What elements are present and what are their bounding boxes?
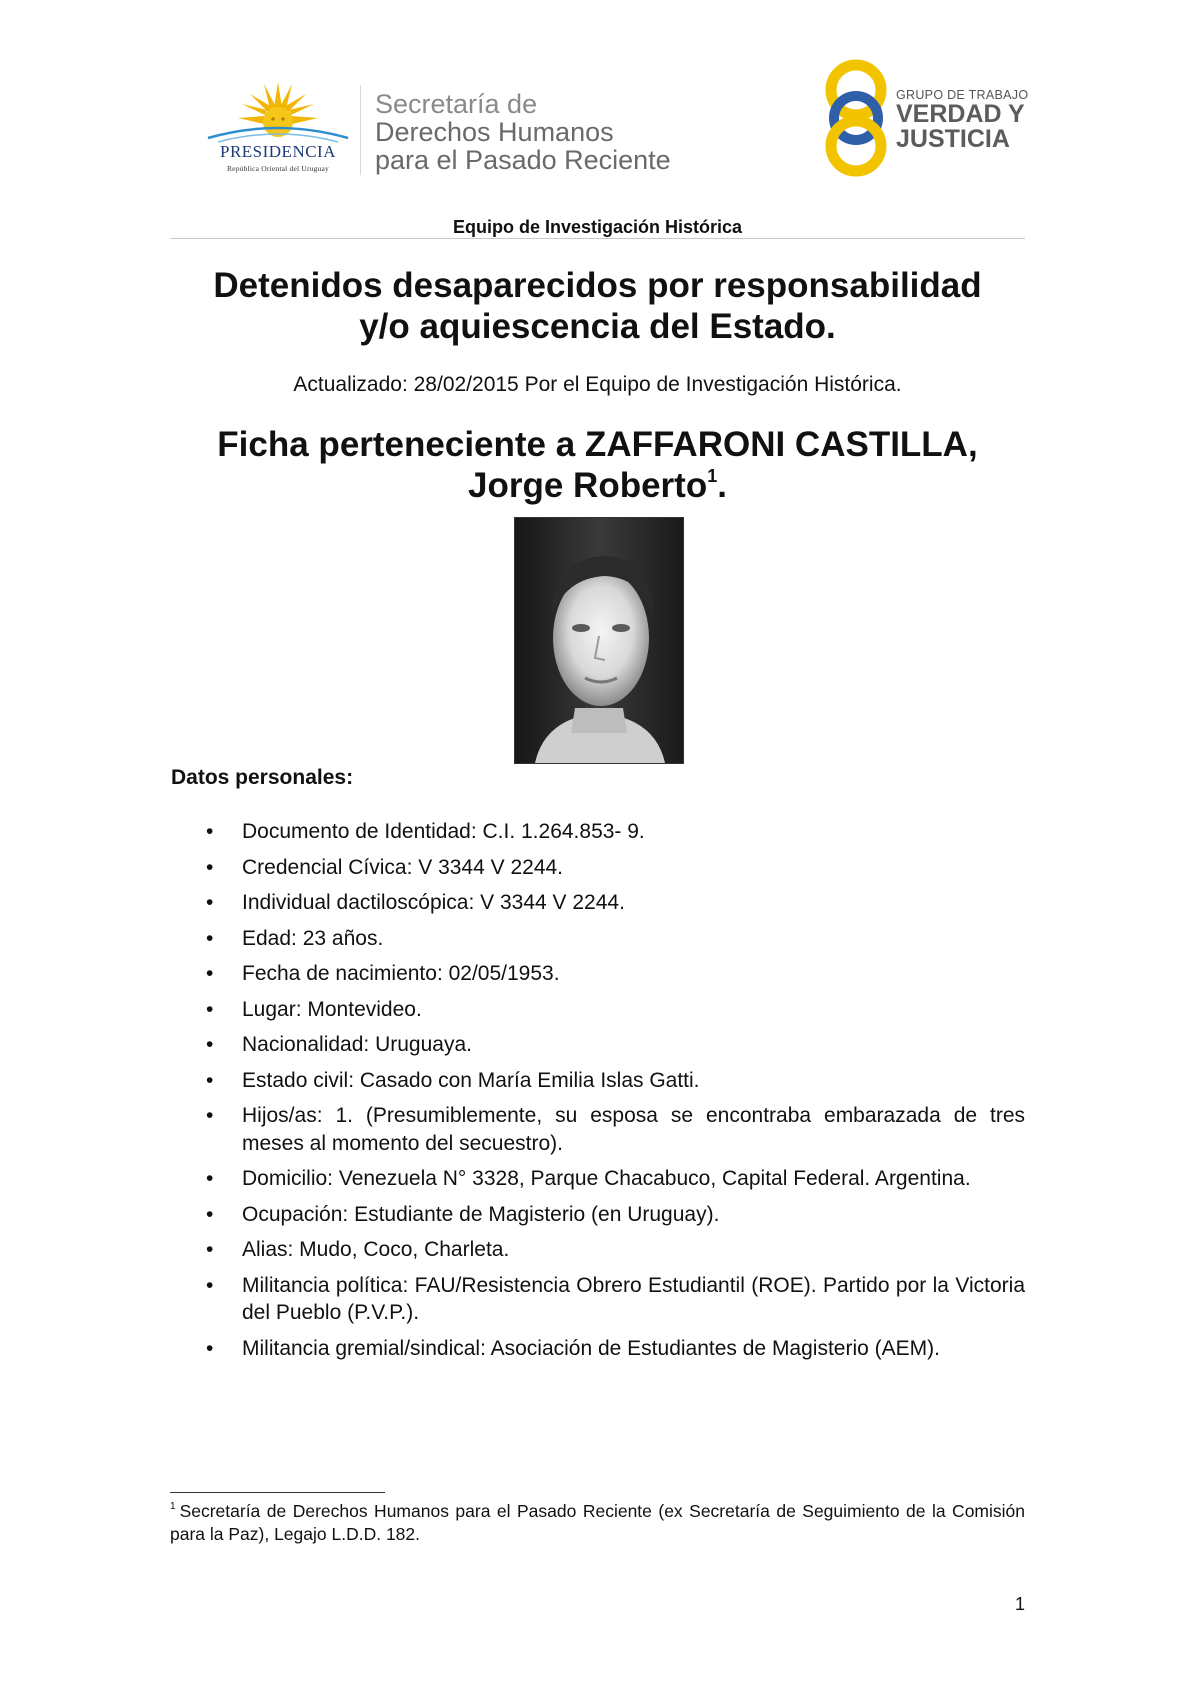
portrait-image [515,518,683,763]
list-item: • Lugar: Montevideo. [170,996,1025,1024]
ficha-title-end: . [717,466,727,505]
person-name: Jorge Roberto [468,466,708,505]
grupo-title [896,102,1025,152]
list-item: • Nacionalidad: Uruguaya. [170,1031,1025,1059]
main-title [170,265,1025,347]
list-item: • Edad: 23 años. [170,925,1025,953]
list-item: • Estado civil: Casado con María Emilia Islas Gatti. [170,1067,1025,1095]
portrait-photo [514,517,684,764]
sun-of-may-icon [198,78,358,144]
presidencia-logo [198,78,358,178]
list-item: • Alias: Mudo, Coco, Charleta. [170,1236,1025,1264]
datos-personales-heading: Datos personales: [171,766,354,789]
verdad-justicia-logo [820,56,1040,181]
list-item: • Fecha de nacimiento: 02/05/1953. [170,960,1025,988]
logo-divider [360,85,361,175]
secretaria-line2: Derechos Humanos [375,117,614,147]
list-item: • Documento de Identidad: C.I. 1.264.853- 9. [170,818,1025,846]
team-label: Equipo de Investigación Histórica [452,217,743,237]
ficha-title-line2 [170,465,1025,506]
list-item: • Ocupación: Estudiante de Magisterio (en Uruguay). [170,1201,1025,1229]
presidencia-name: PRESIDENCIA [219,142,336,161]
list-item: • Militancia gremial/sindical: Asociación de Estudiantes de Magisterio (AEM). [170,1335,1025,1363]
list-item: • Militancia política: FAU/Resistencia Obrero Estudiantil (ROE). Partido por la Victoria del Pueblo (P.V.P.). [170,1272,1025,1327]
main-title-line2: y/o aquiescencia del Estado. [359,307,836,346]
ficha-title-line1: Ficha perteneciente a ZAFFARONI CASTILLA, [217,425,978,464]
footnote-rule [170,1492,385,1493]
grupo-small-label: GRUPO DE TRABAJO [896,88,1029,102]
list-item: • Hijos/as: 1. (Presumiblemente, su esposa se encontraba embarazada de tres meses al momento del secuestro). [170,1102,1025,1157]
secretaria-line3: para el Pasado Reciente [375,145,671,175]
header-rule [170,238,1025,239]
secretaria-logo-text [375,90,671,174]
ficha-title [170,424,1025,506]
grupo-line1: VERDAD Y [896,100,1025,128]
footnote-text: Secretaría de Derechos Humanos para el Pasado Reciente (ex Secretaría de Seguimiento de la Comisión para la Paz), Legajo L.D.D. 182. [170,1501,1025,1544]
presidencia-subtitle: República Oriental del Uruguay [226,164,329,173]
list-item: • Domicilio: Venezuela N° 3328, Parque Chacabuco, Capital Federal. Argentina. [170,1165,1025,1193]
interlocked-rings-icon [820,56,900,181]
secretaria-line1: Secretaría de [375,89,538,119]
footnote-ref[interactable]: 1 [707,466,718,486]
grupo-line2: JUSTICIA [896,125,1010,153]
datos-personales-list [170,818,1025,1370]
page-number: 1 [1014,1594,1025,1614]
main-title-line1: Detenidos desaparecidos por responsabilidad [213,266,982,305]
footnote-number: 1 [170,1501,176,1512]
updated-line: Actualizado: 28/02/2015 Por el Equipo de Investigación Histórica. [293,373,902,396]
list-item: • Individual dactiloscópica: V 3344 V 2244. [170,889,1025,917]
list-item: • Credencial Cívica: V 3344 V 2244. [170,854,1025,882]
footnote [170,1500,1025,1546]
